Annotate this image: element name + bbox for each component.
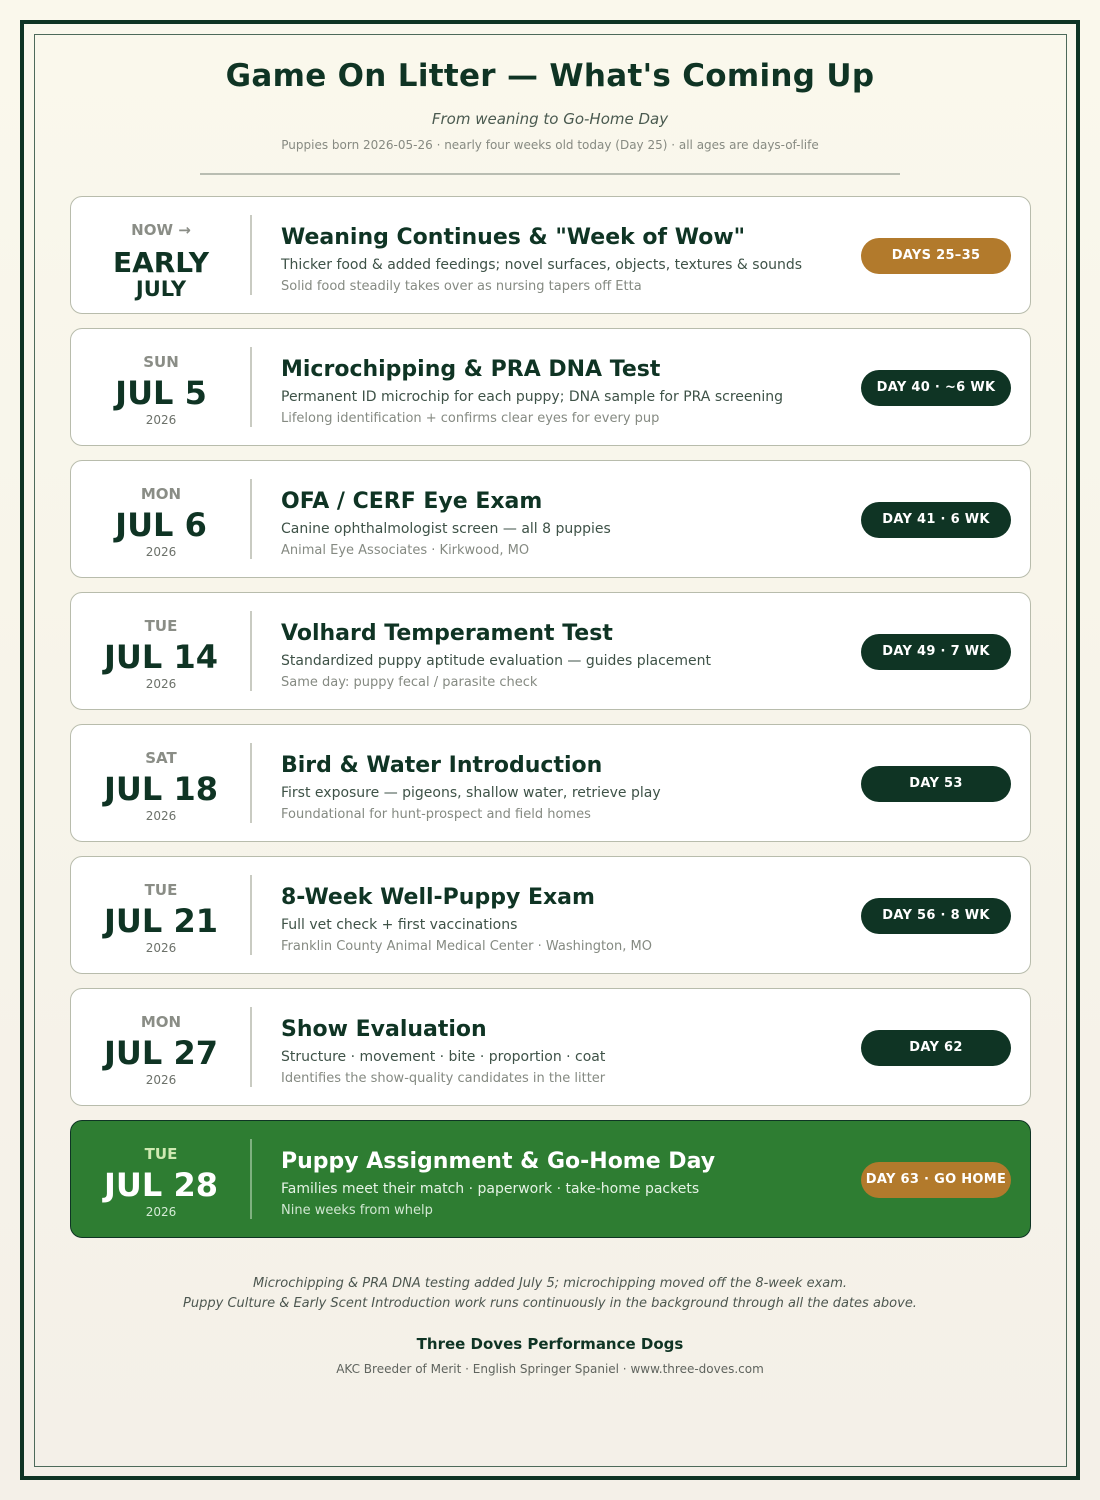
event-list bbox=[70, 196, 1031, 1252]
event-dow: TUE bbox=[144, 1145, 178, 1163]
event-month-day: JUL 27 bbox=[104, 1034, 218, 1072]
footer-note-2: Puppy Culture & Early Scent Introduction work runs continuously in the background through all the dates above. bbox=[183, 1296, 917, 1311]
event-title: 8-Week Well-Puppy Exam bbox=[281, 885, 595, 910]
event-card-weaning bbox=[70, 196, 1031, 314]
event-month-day: JUL 28 bbox=[104, 1166, 218, 1204]
event-note: Nine weeks from whelp bbox=[281, 1203, 433, 1218]
event-month-day: JUL 21 bbox=[104, 902, 218, 940]
event-month-day: JUL 6 bbox=[115, 506, 207, 544]
event-card-go-home-day bbox=[70, 1120, 1031, 1238]
event-year: 2026 bbox=[145, 1205, 177, 1219]
event-date bbox=[71, 461, 251, 577]
event-year: 2026 bbox=[145, 413, 177, 427]
event-date bbox=[71, 1121, 251, 1237]
event-note: Animal Eye Associates · Kirkwood, MO bbox=[281, 543, 530, 558]
event-note: Identifies the show-quality candidates in the litter bbox=[281, 1071, 606, 1086]
event-dow: TUE bbox=[144, 881, 178, 899]
card-divider bbox=[250, 215, 252, 295]
event-title: Puppy Assignment & Go-Home Day bbox=[281, 1149, 716, 1174]
event-card-bird-water bbox=[70, 724, 1031, 842]
event-card-eye-exam bbox=[70, 460, 1031, 578]
event-month-day: JUL 5 bbox=[115, 374, 207, 412]
footer-note-1: Microchipping & PRA DNA testing added July 5; microchipping moved off the 8-week exam. bbox=[252, 1276, 848, 1291]
event-dow: SUN bbox=[143, 353, 179, 371]
event-year: 2026 bbox=[145, 1073, 177, 1087]
event-month-line1: EARLY bbox=[112, 246, 210, 279]
event-age-badge: DAY 63 · GO HOME bbox=[861, 1162, 1011, 1198]
card-divider bbox=[250, 479, 252, 559]
event-dow: MON bbox=[140, 1013, 182, 1031]
event-description: Permanent ID microchip for each puppy; DNA sample for PRA screening bbox=[281, 389, 784, 405]
card-divider bbox=[250, 875, 252, 955]
event-title: Weaning Continues & "Week of Wow" bbox=[281, 225, 746, 250]
event-dow: NOW → bbox=[131, 221, 191, 239]
card-divider bbox=[250, 611, 252, 691]
event-description: Thicker food & added feedings; novel surfaces, objects, textures & sounds bbox=[281, 257, 803, 273]
breeder-name: Three Doves Performance Dogs bbox=[416, 1335, 684, 1353]
event-title: OFA / CERF Eye Exam bbox=[281, 489, 543, 514]
event-card-temperament-test bbox=[70, 592, 1031, 710]
event-dow: SAT bbox=[145, 749, 177, 767]
event-age-badge: DAY 41 · 6 WK bbox=[861, 502, 1011, 538]
event-date bbox=[71, 593, 251, 709]
event-year: 2026 bbox=[145, 545, 177, 559]
event-note: Foundational for hunt-prospect and field homes bbox=[281, 807, 591, 822]
event-year: 2026 bbox=[145, 677, 177, 691]
event-year: 2026 bbox=[145, 941, 177, 955]
card-divider bbox=[250, 1139, 252, 1219]
event-note: Franklin County Animal Medical Center · Washington, MO bbox=[281, 939, 652, 954]
event-date bbox=[71, 857, 251, 973]
event-title: Show Evaluation bbox=[281, 1017, 487, 1042]
page-header bbox=[0, 58, 1100, 152]
event-title: Volhard Temperament Test bbox=[281, 621, 613, 646]
event-age-badge: DAY 49 · 7 WK bbox=[861, 634, 1011, 670]
event-age-badge: DAY 62 bbox=[861, 1030, 1011, 1066]
event-description: Full vet check + first vaccinations bbox=[281, 917, 518, 933]
event-month-day: JUL 18 bbox=[104, 770, 218, 808]
event-note: Same day: puppy fecal / parasite check bbox=[281, 675, 538, 690]
event-date bbox=[71, 197, 251, 313]
event-age-badge: DAY 40 · ~6 WK bbox=[861, 370, 1011, 406]
page-footer bbox=[0, 1274, 1100, 1376]
event-description: Families meet their match · paperwork · take-home packets bbox=[281, 1181, 700, 1197]
event-age-badge: DAY 53 bbox=[861, 766, 1011, 802]
event-card-microchip bbox=[70, 328, 1031, 446]
event-note: Lifelong identification + confirms clear eyes for every pup bbox=[281, 411, 660, 426]
page-title: Game On Litter — What's Coming Up bbox=[225, 58, 875, 94]
event-card-well-puppy-exam bbox=[70, 856, 1031, 974]
card-divider bbox=[250, 347, 252, 427]
event-description: Canine ophthalmologist screen — all 8 puppies bbox=[281, 521, 611, 537]
event-description: Standardized puppy aptitude evaluation — guides placement bbox=[281, 653, 712, 669]
breeder-details: AKC Breeder of Merit · English Springer Spaniel · www.three-doves.com bbox=[336, 1362, 764, 1376]
event-age-badge: DAYS 25–35 bbox=[861, 238, 1011, 274]
event-age-badge: DAY 56 · 8 WK bbox=[861, 898, 1011, 934]
event-note: Solid food steadily takes over as nursing tapers off Etta bbox=[281, 279, 642, 294]
event-title: Bird & Water Introduction bbox=[281, 753, 603, 778]
event-date bbox=[71, 989, 251, 1105]
event-card-show-evaluation bbox=[70, 988, 1031, 1106]
event-month-line2: JULY bbox=[135, 277, 187, 301]
event-dow: TUE bbox=[144, 617, 178, 635]
page-subtitle: From weaning to Go-Home Day bbox=[431, 110, 669, 128]
event-dow: MON bbox=[140, 485, 182, 503]
event-date bbox=[71, 725, 251, 841]
header-divider bbox=[200, 173, 900, 175]
event-description: Structure · movement · bite · proportion · coat bbox=[281, 1049, 606, 1065]
event-title: Microchipping & PRA DNA Test bbox=[281, 357, 661, 382]
card-divider bbox=[250, 1007, 252, 1087]
event-date bbox=[71, 329, 251, 445]
event-month-day: JUL 14 bbox=[104, 638, 218, 676]
event-year: 2026 bbox=[145, 809, 177, 823]
card-divider bbox=[250, 743, 252, 823]
litter-meta: Puppies born 2026-05-26 · nearly four weeks old today (Day 25) · all ages are days-of-life bbox=[281, 138, 819, 152]
event-description: First exposure — pigeons, shallow water, retrieve play bbox=[281, 785, 661, 801]
